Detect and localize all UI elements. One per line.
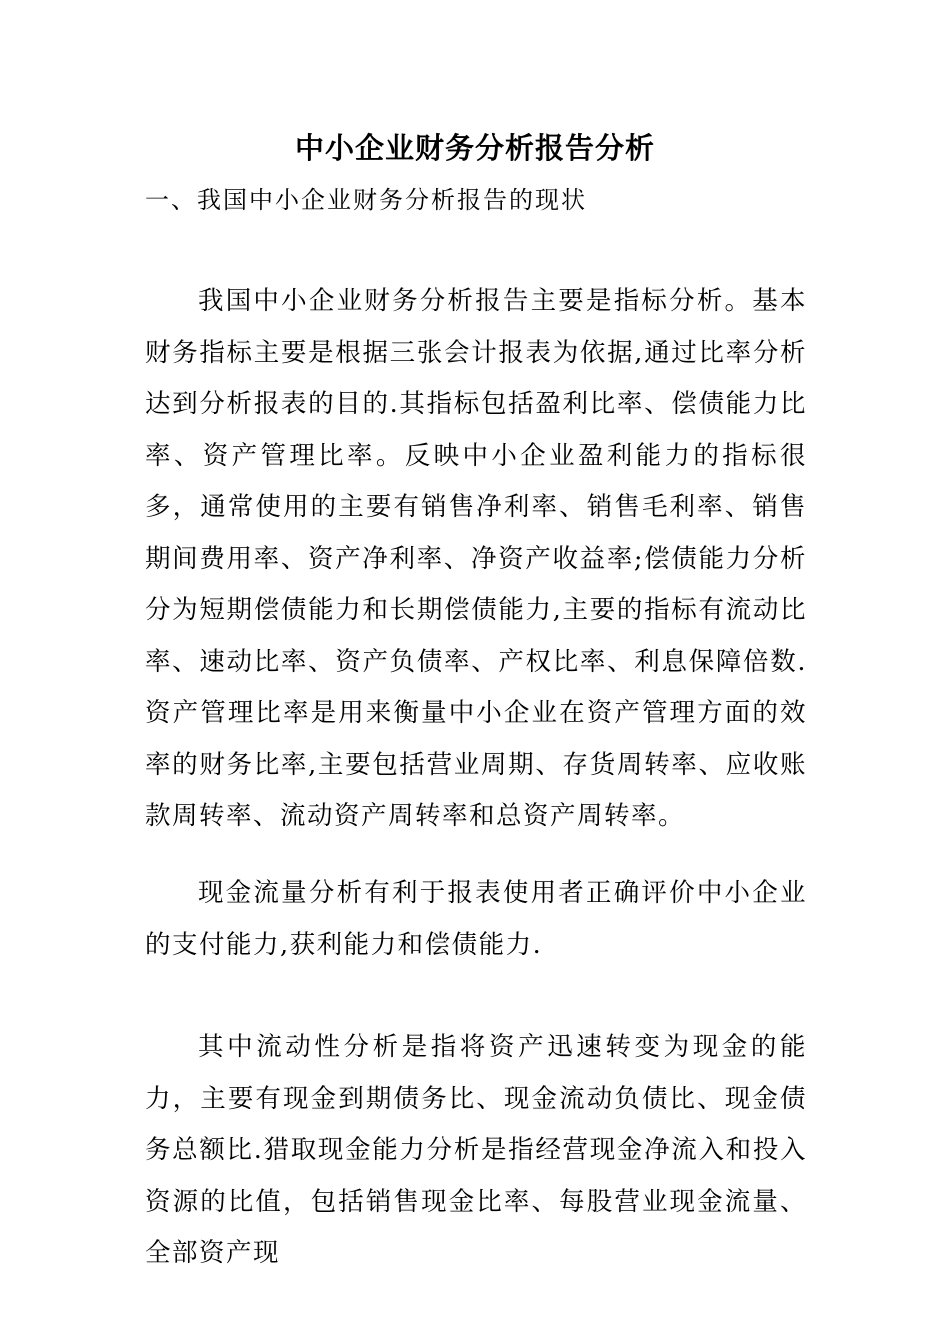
document-title: 中小企业财务分析报告分析 [294,131,655,165]
paragraph-indicator-analysis: 我国中小企业财务分析报告主要是指标分析。基本财务指标主要是根据三张会计报表为依据,通过比率分析达到分析报表的目的.其指标包括盈利比率、偿债能力比率、资产管理比率。反映中小企业盈利能力的指标很多，通常使用的主要有销售净利率、销售毛利率、销售期间费用率、资产净利率、净资产收益率;偿债能力分析分为短期偿债能力和长期偿债能力,主要的指标有流动比率、速动比率、资产负债率、产权比率、利息保障倍数.资产管理比率是用来衡量中小企业在资产管理方面的效率的财务比率,主要包括营业周期、存货周转率、应收账款周转率、流动资产周转率和总资产周转率。 [145,286,807,831]
paragraph-cash-flow-analysis: 现金流量分析有利于报表使用者正确评价中小企业的支付能力,获利能力和偿债能力. [145,878,807,960]
paragraph-liquidity-analysis: 其中流动性分析是指将资产迅速转变为现金的能力，主要有现金到期债务比、现金流动负债比、现金债务总额比.猎取现金能力分析是指经营现金净流入和投入资源的比值，包括销售现金比率、每股营业现金流量、全部资产现 [145,1032,807,1268]
section-heading: 一、我国中小企业财务分析报告的现状 [145,186,587,214]
